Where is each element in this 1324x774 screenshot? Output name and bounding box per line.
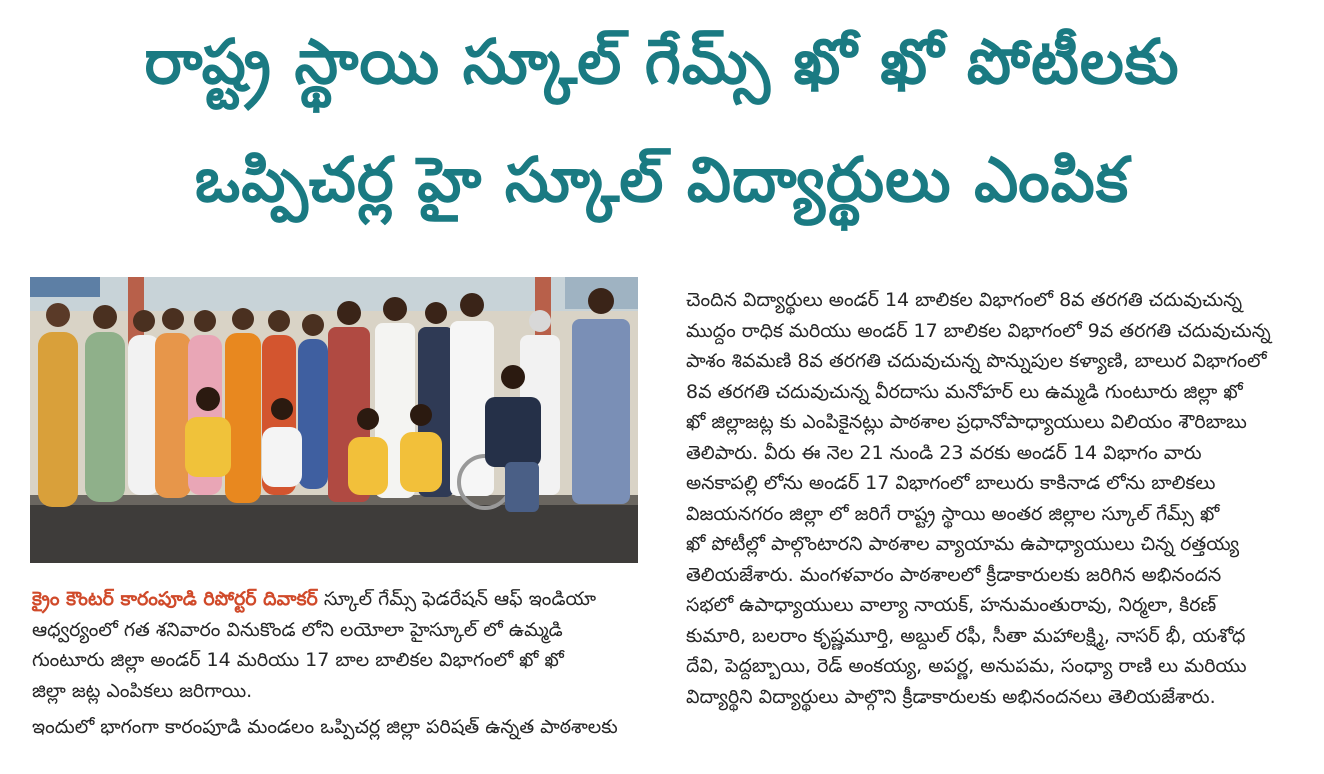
article-line: విజయనగరం జిల్లా లో జరిగే రాష్ట్ర స్థాయి అంతర జిల్లాల స్కూల్ గేమ్స్ ఖో <box>686 502 1220 525</box>
headline-line-2: ఒప్పిచర్ల హై స్కూల్ విద్యార్థులు ఎంపిక <box>194 143 1130 216</box>
article-line: అనకాపల్లి లోను అండర్ 17 విభాగంలో బాలురు కాకినాడ లోను బాలికలు <box>686 472 1216 494</box>
article-line: ఖో పోటీల్లో పాల్గొంటారని పాఠశాల వ్యాయామ ఉపాధ్యాయులు చిన్న రత్తయ్య <box>686 533 1240 555</box>
article-line: చెందిన విద్యార్థులు అండర్ 14 బాలికల విభాగంలో 8వ తరగతి చదువుచున్న <box>686 289 1243 311</box>
article-line: సభలో ఉపాధ్యాయులు వాల్యా నాయక్, హనుమంతురావు, నిర్మలా, కిరణ్ <box>686 594 1217 616</box>
article-line: ముద్దం రాధిక మరియు అండర్ 17 బాలికల విభాగంలో 9వ తరగతి చదువుచున్న <box>686 319 1271 342</box>
article-line: కుమారి, బలరాం కృష్ణమూర్తి, అబ్దుల్ రఫీ, సీతా మహాలక్ష్మి, నాసర్ భీ, యశోధ <box>686 624 1246 647</box>
headline-line-1: రాష్ట్ర స్థాయి స్కూల్ గేమ్స్ ఖో ఖో పోటీలకు <box>144 25 1180 98</box>
article-line: తెలిపారు. వీరు ఈ నెల 21 నుండి 23 వరకు అండర్ 14 విభాగం వారు <box>686 441 1202 464</box>
article-line: ఇందులో భాగంగా కారంపూడి మండలం ఒప్పిచర్ల జిల్లా పరిషత్ ఉన్నత పాఠశాలకు <box>32 716 618 738</box>
article-text: స్కూల్ గేమ్స్ ఫెడరేషన్ ఆఫ్ ఇండియా <box>317 588 597 610</box>
article-line: తెలియజేశారు. మంగళవారం పాఠశాలలో క్రీడాకారులకు జరిగిన అభినందన <box>686 563 1222 586</box>
article-line: ఖో జిల్లాజట్ల కు ఎంపికైనట్లు పాఠశాల ప్రధానోపాధ్యాయులు విలియం శౌరిబాబు <box>686 411 1247 433</box>
article-line <box>32 584 644 615</box>
article-line: ఆధ్వర్యంలో గత శనివారం వినుకొండ లోని లయోలా హైస్కూల్ లో ఉమ్మడి <box>32 618 563 641</box>
article-line: పాశం శివమణి 8వ తరగతి చదువుచున్న పొన్నుపుల కళ్యాణి, బాలుర విభాగంలో <box>686 350 1267 372</box>
article-paragraph <box>32 584 644 706</box>
article-paragraph <box>686 285 1306 712</box>
dateline: క్రైం కౌంటర్ కారంపూడి రిపోర్టర్ దివాకర్ <box>32 588 318 610</box>
article-paragraph <box>32 712 644 743</box>
article-right-column <box>686 285 1306 712</box>
article-line: దేవి, పెద్దబ్బాయి, రెడ్ అంకయ్య, అపర్ణ, అనుపమ, సంధ్యా రాణి లు మరియు <box>686 655 1247 677</box>
group-photo <box>30 277 638 563</box>
article-line: 8వ తరగతి చదువుచున్న వీరదాసు మనోహర్ లు ఉమ్మడి గుంటూరు జిల్లా ఖో <box>686 380 1243 403</box>
article-line: జిల్లా జట్ల ఎంపికలు జరిగాయి. <box>32 679 253 702</box>
article-line: విద్యార్థిని విద్యార్థులు పాల్గొని క్రీడాకారులకు అభినందనలు తెలియజేశారు. <box>686 685 1216 708</box>
article-line: గుంటూరు జిల్లా అండర్ 14 మరియు 17 బాల బాలికల విభాగంలో ఖో ఖో <box>32 649 564 671</box>
article-left-column <box>32 584 644 743</box>
